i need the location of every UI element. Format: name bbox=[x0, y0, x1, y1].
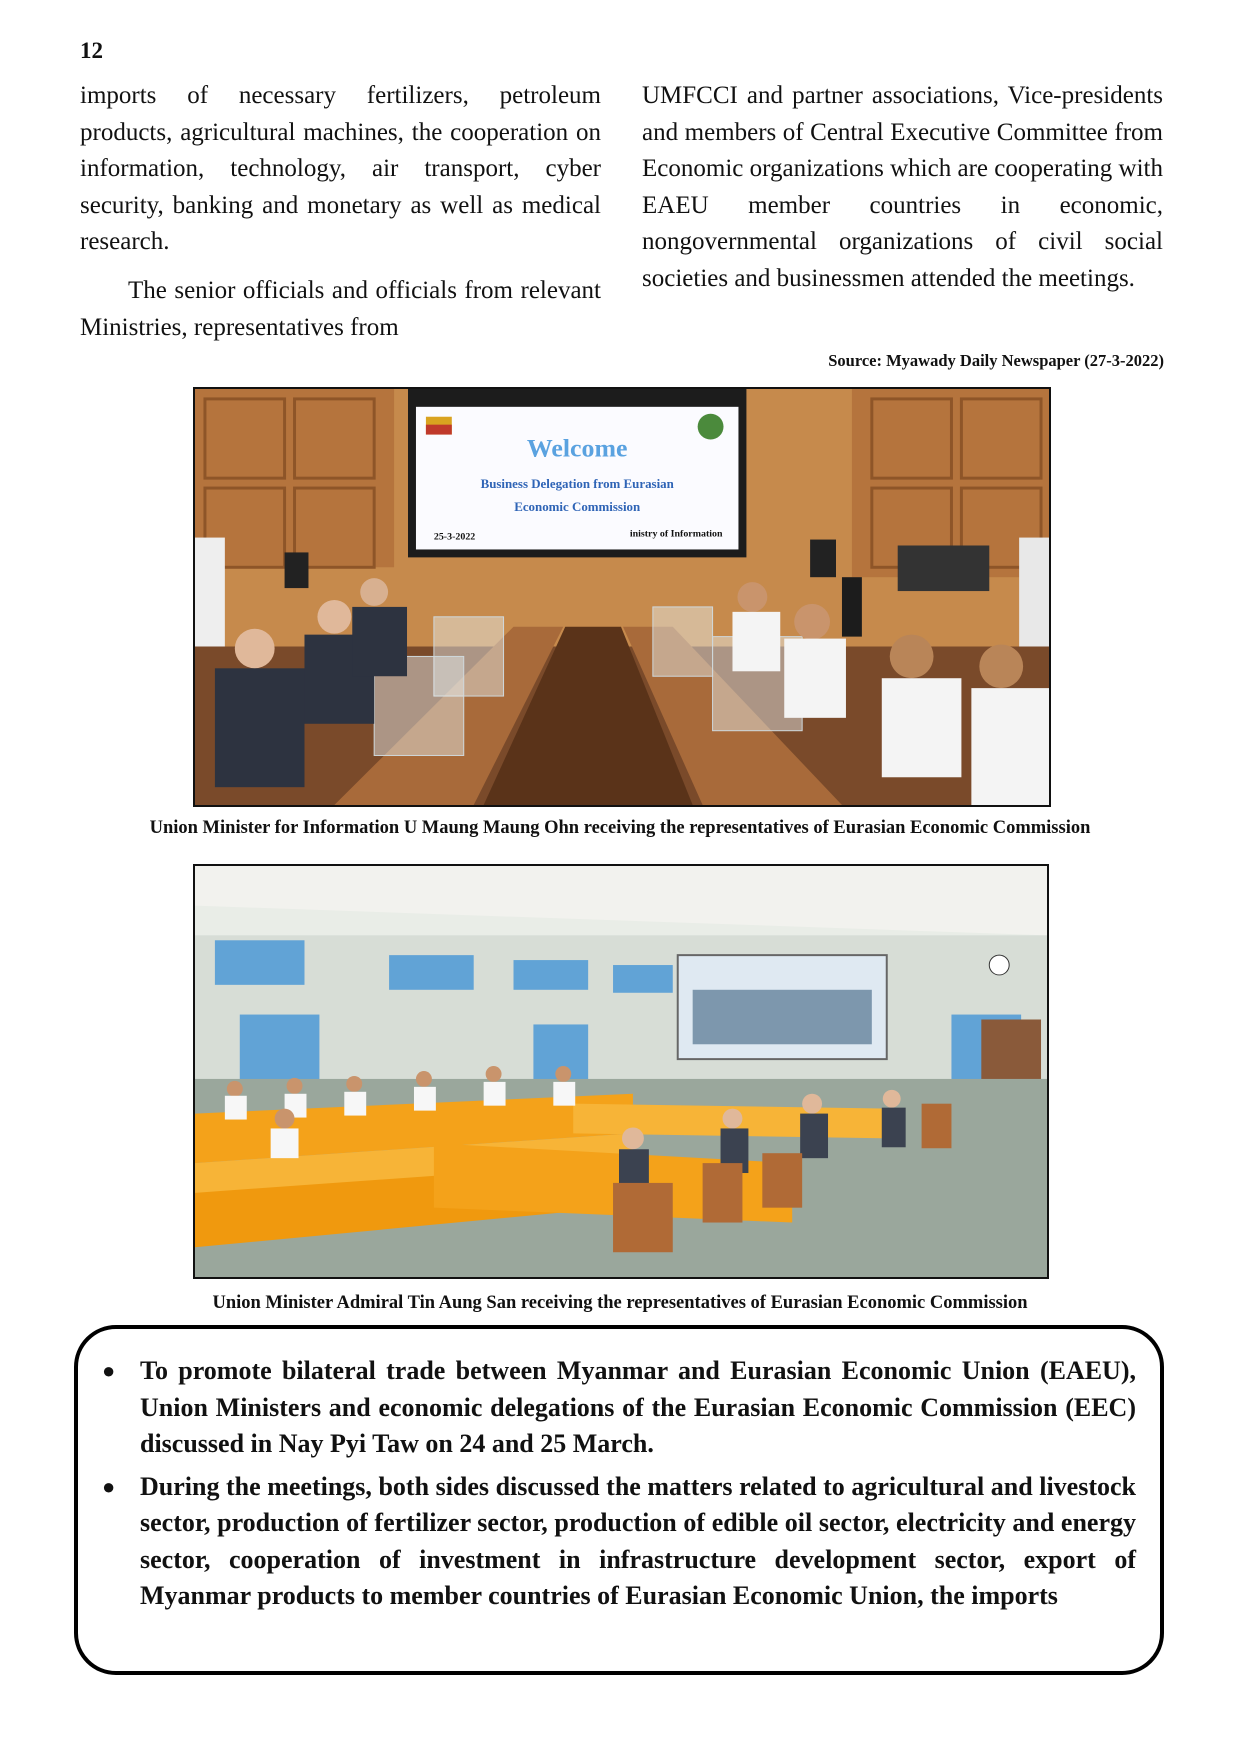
article-column-right bbox=[642, 78, 1163, 298]
screen-line-2: Economic Commission bbox=[514, 499, 641, 514]
article-paragraph: UMFCCI and partner associations, Vice-presidents and members of Central Executive Committee from Economic organizations which are cooperating with EAEU member countries in economic, nongovernmental organizations of civil social societies and businessmen attended the meetings. bbox=[642, 82, 1163, 292]
summary-item bbox=[102, 1469, 1136, 1615]
bullet-icon: ● bbox=[102, 1358, 116, 1383]
photo-caption: Union Minister Admiral Tin Aung San receiving the representatives of Eurasian Economic Commission bbox=[212, 1293, 1028, 1313]
screen-org: inistry of Information bbox=[629, 528, 723, 540]
summary-item-text: To promote bilateral trade between Myanmar and Eurasian Economic Union (EAEU), Union Ministers and economic delegations of the Eurasian Economic Commission (EEC) discussed in Nay Pyi Taw on 24 and 25 March. bbox=[140, 1356, 1136, 1458]
bullet-icon: ● bbox=[102, 1473, 116, 1499]
source-credit: Source: Myawady Daily Newspaper (27-3-2022) bbox=[828, 351, 1164, 370]
summary-item-text: During the meetings, both sides discussed the matters related to agricultural and livestock sector, production of fertilizer sector, production of edible oil sector, electricity and energy sector, cooperation of investment in infrastructure development sector, export of Myanmar products to member countries of Eurasian Economic Union, the imports bbox=[140, 1471, 1136, 1610]
photo-caption: Union Minister for Information U Maung Maung Ohn receiving the representatives of Eurasian Economic Commission bbox=[149, 818, 1091, 838]
meeting-photo-information-ministry bbox=[193, 387, 1051, 807]
summary-box bbox=[74, 1325, 1164, 1675]
article-column-left bbox=[80, 78, 601, 346]
summary-item bbox=[102, 1353, 1136, 1463]
article-paragraph: imports of necessary fertilizers, petroleum products, agricultural machines, the cooperation on information, technology, air transport, cyber security, banking and monetary as well as medical research. bbox=[80, 82, 601, 256]
screen-date: 25-3-2022 bbox=[433, 531, 476, 543]
screen-welcome-text: Welcome bbox=[526, 433, 628, 463]
screen-line-1: Business Delegation from Eurasian bbox=[480, 477, 674, 492]
summary-list bbox=[78, 1329, 1160, 1615]
page-number: 12 bbox=[80, 38, 103, 63]
article-paragraph: The senior officials and officials from relevant Ministries, representatives from bbox=[80, 276, 601, 341]
meeting-photo-conference-hall bbox=[193, 864, 1049, 1279]
